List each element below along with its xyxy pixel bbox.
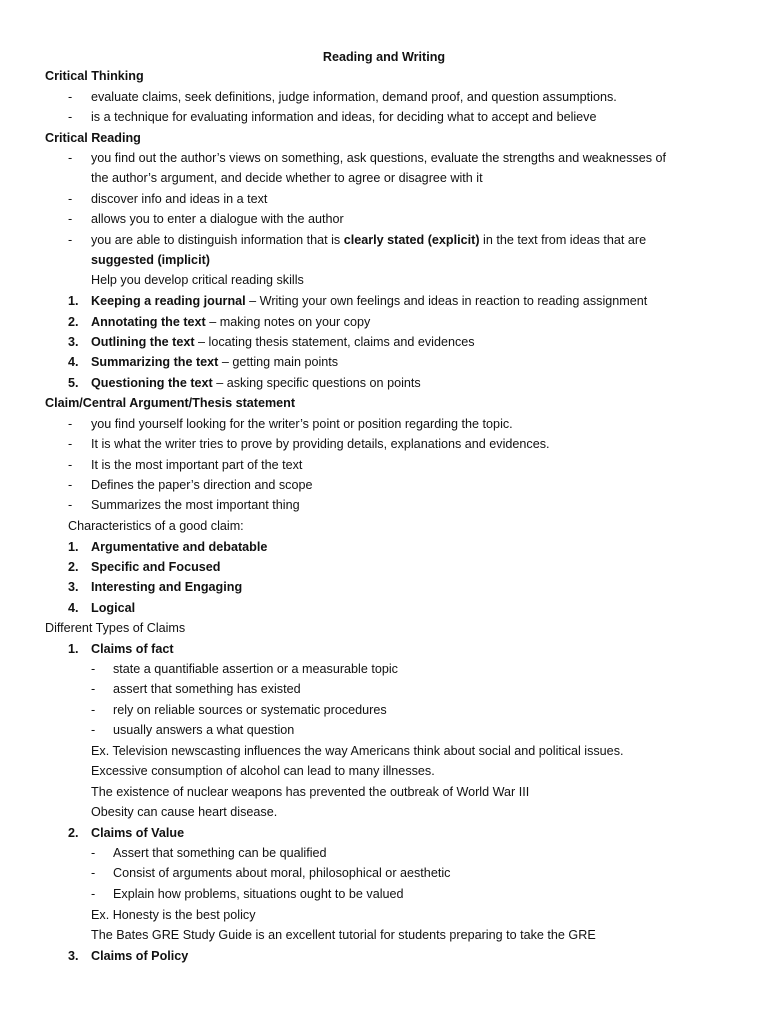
- bullet-dash: -: [68, 192, 73, 206]
- list-item: Assert that something can be qualified: [113, 846, 327, 860]
- list-number: 5.: [68, 376, 79, 390]
- list-item: It is what the writer tries to prove by providing details, explanations and evidences.: [91, 437, 550, 451]
- example-line: The Bates GRE Study Guide is an excellent tutorial for students preparing to take the GRE: [91, 928, 596, 942]
- bullet-dash: -: [91, 887, 96, 901]
- list-item: [91, 230, 646, 250]
- bullet-dash: -: [68, 478, 73, 492]
- emphasis-explicit: clearly stated (explicit): [343, 233, 480, 247]
- list-item: assert that something has existed: [113, 682, 301, 696]
- skill-item: [91, 352, 338, 372]
- bullet-dash: -: [68, 437, 73, 451]
- bullet-dash: -: [91, 846, 96, 860]
- list-item: evaluate claims, seek definitions, judge information, demand proof, and question assumptions.: [91, 90, 617, 104]
- bullet-dash: -: [68, 498, 73, 512]
- bullet-dash: -: [68, 90, 73, 104]
- bullet-dash: -: [68, 233, 73, 247]
- skill-term: Annotating the text: [91, 315, 206, 329]
- list-number: 1.: [68, 294, 79, 308]
- section-heading-types: Different Types of Claims: [45, 621, 186, 635]
- list-item: allows you to enter a dialogue with the author: [91, 212, 344, 226]
- characteristic-item: Interesting and Engaging: [91, 580, 243, 594]
- skill-desc: – locating thesis statement, claims and evidences: [194, 335, 475, 349]
- example-line: The existence of nuclear weapons has prevented the outbreak of World War III: [91, 785, 530, 799]
- list-number: 2.: [68, 560, 79, 574]
- list-item: you find yourself looking for the writer’s point or position regarding the topic.: [91, 417, 513, 431]
- example-line: Ex. Honesty is the best policy: [91, 908, 256, 922]
- list-item: usually answers a what question: [113, 723, 295, 737]
- skill-term: Outlining the text: [91, 335, 195, 349]
- list-number: 2.: [68, 315, 79, 329]
- document-title: Reading and Writing: [322, 50, 446, 64]
- list-number: 4.: [68, 601, 79, 615]
- claim-type-label: Claims of Value: [91, 826, 185, 840]
- list-item-text: in the text from ideas that are: [479, 233, 647, 247]
- list-item: rely on reliable sources or systematic procedures: [113, 703, 387, 717]
- example-line: Ex. Television newscasting influences the way Americans think about social and political issues.: [91, 744, 624, 758]
- list-item: It is the most important part of the text: [91, 458, 303, 472]
- list-number: 3.: [68, 949, 79, 963]
- claim-type-label: Claims of fact: [91, 642, 174, 656]
- bullet-dash: -: [68, 417, 73, 431]
- skill-item: [91, 291, 647, 311]
- list-item: Defines the paper’s direction and scope: [91, 478, 313, 492]
- bullet-dash: -: [91, 682, 96, 696]
- list-number: 3.: [68, 580, 79, 594]
- section-heading-critical-thinking: Critical Thinking: [45, 69, 144, 83]
- list-number: 4.: [68, 355, 79, 369]
- example-line: Excessive consumption of alcohol can lead to many illnesses.: [91, 764, 435, 778]
- skill-desc: – making notes on your copy: [205, 315, 371, 329]
- section-heading-critical-reading: Critical Reading: [45, 131, 141, 145]
- list-item: Explain how problems, situations ought to be valued: [113, 887, 404, 901]
- bullet-dash: -: [91, 723, 96, 737]
- skill-desc: – Writing your own feelings and ideas in reaction to reading assignment: [245, 294, 648, 308]
- bullet-dash: -: [68, 212, 73, 226]
- section-heading-claim: Claim/Central Argument/Thesis statement: [45, 396, 296, 410]
- skill-term: Summarizing the text: [91, 355, 219, 369]
- skill-desc: – getting main points: [218, 355, 339, 369]
- bullet-dash: -: [68, 110, 73, 124]
- bullet-dash: -: [68, 151, 73, 165]
- skill-term: Questioning the text: [91, 376, 213, 390]
- characteristics-intro: Characteristics of a good claim:: [68, 519, 244, 533]
- claim-type-label: Claims of Policy: [91, 949, 189, 963]
- list-item: you find out the author’s views on something, ask questions, evaluate the strengths and weaknesses of: [91, 151, 667, 165]
- list-item: discover info and ideas in a text: [91, 192, 268, 206]
- skill-desc: – asking specific questions on points: [212, 376, 421, 390]
- example-line: Obesity can cause heart disease.: [91, 805, 278, 819]
- bullet-dash: -: [91, 866, 96, 880]
- characteristic-item: Argumentative and debatable: [91, 540, 268, 554]
- skill-item: [91, 312, 370, 332]
- list-item: is a technique for evaluating information and ideas, for deciding what to accept and believe: [91, 110, 597, 124]
- list-item: state a quantifiable assertion or a measurable topic: [113, 662, 398, 676]
- skill-item: [91, 373, 421, 393]
- characteristic-item: Logical: [91, 601, 136, 615]
- list-number: 3.: [68, 335, 79, 349]
- bullet-dash: -: [91, 662, 96, 676]
- skill-item: [91, 332, 475, 352]
- list-number: 1.: [68, 642, 79, 656]
- list-number: 1.: [68, 540, 79, 554]
- skills-intro: Help you develop critical reading skills: [91, 273, 304, 287]
- list-item-continuation: the author’s argument, and decide whether to agree or disagree with it: [91, 171, 483, 185]
- bullet-dash: -: [91, 703, 96, 717]
- characteristic-item: Specific and Focused: [91, 560, 221, 574]
- list-item: Consist of arguments about moral, philosophical or aesthetic: [113, 866, 451, 880]
- list-number: 2.: [68, 826, 79, 840]
- skill-term: Keeping a reading journal: [91, 294, 246, 308]
- bullet-dash: -: [68, 458, 73, 472]
- list-item-text: you are able to distinguish information that is: [91, 233, 344, 247]
- emphasis-implicit: suggested (implicit): [91, 253, 210, 267]
- list-item: Summarizes the most important thing: [91, 498, 300, 512]
